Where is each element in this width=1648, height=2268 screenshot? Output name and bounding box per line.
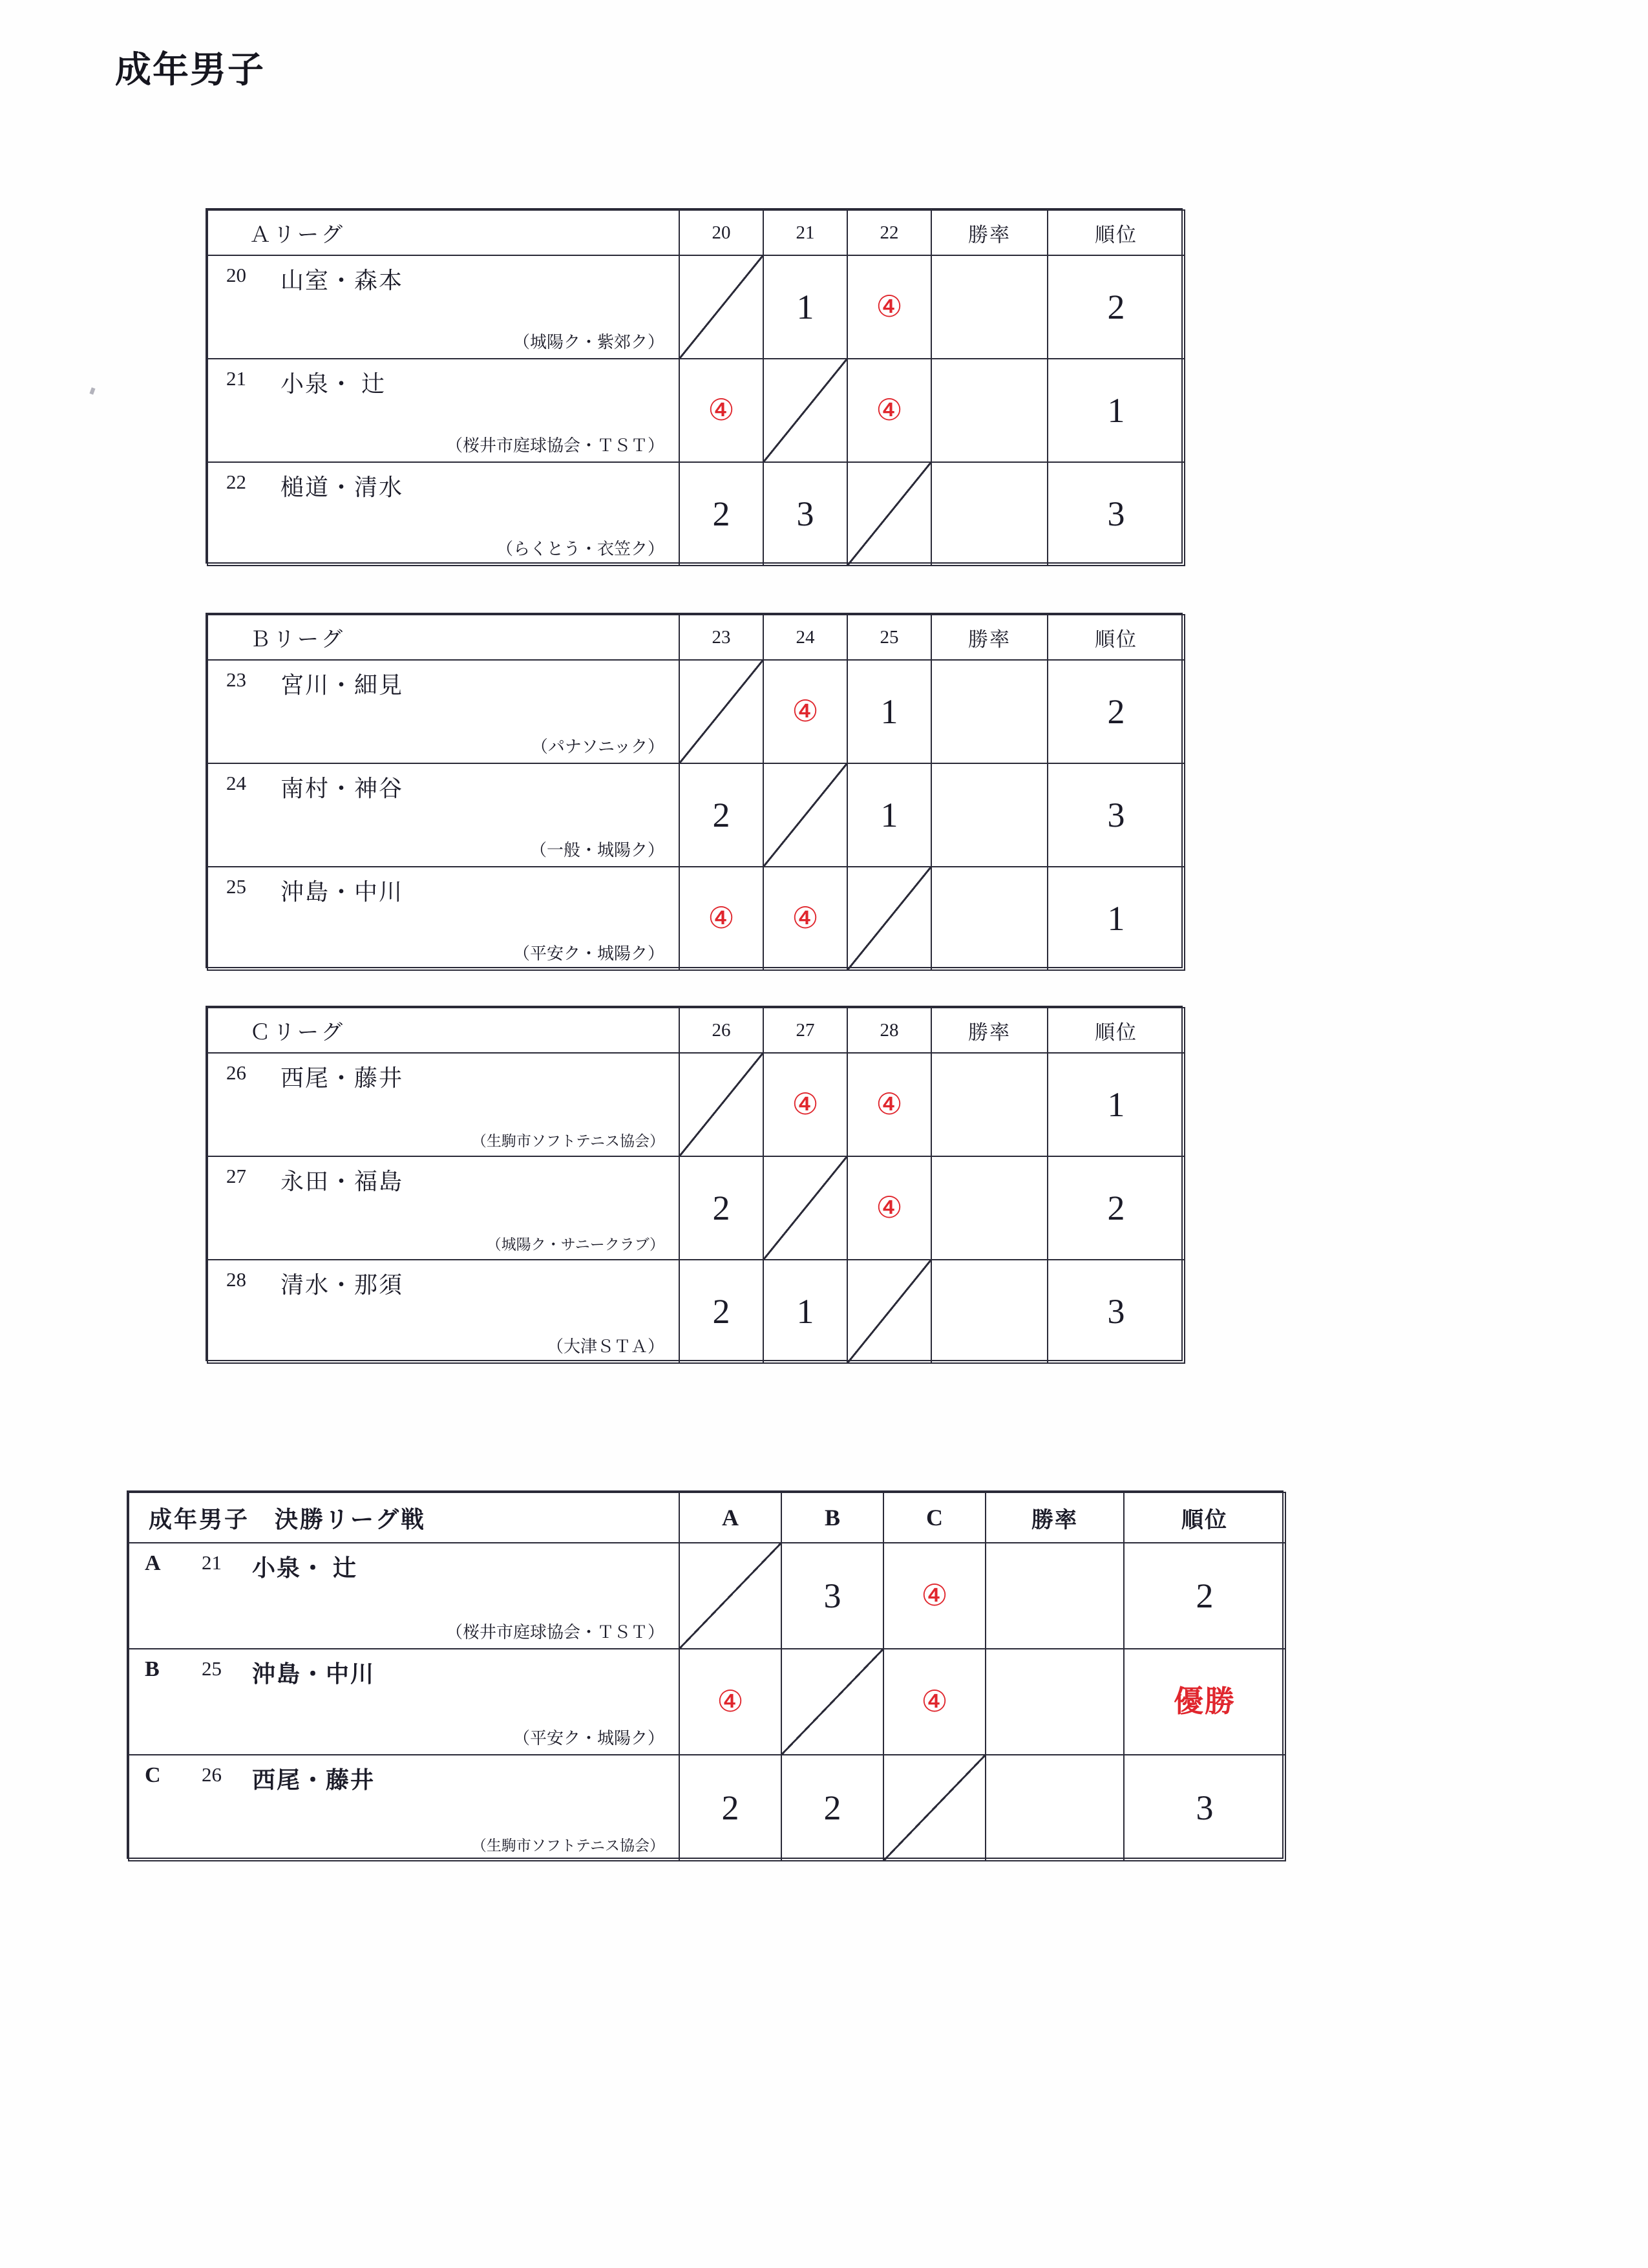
team-number: 28 bbox=[226, 1268, 246, 1291]
team-cell bbox=[207, 763, 679, 867]
winrate-cell bbox=[931, 763, 1048, 867]
score-cell bbox=[883, 1543, 986, 1649]
score-value: 1 bbox=[880, 692, 898, 731]
score-cell bbox=[847, 660, 931, 763]
score-cell bbox=[763, 462, 847, 566]
table-row bbox=[129, 1543, 1285, 1649]
self-cell bbox=[679, 255, 763, 359]
col-header-22: 22 bbox=[847, 210, 931, 255]
team-club: （パナソニック） bbox=[531, 737, 664, 756]
score-value: ④ bbox=[921, 1685, 948, 1718]
team-cell bbox=[207, 462, 679, 566]
team-club: （城陽ク・サニークラブ） bbox=[486, 1236, 664, 1253]
team-cell bbox=[207, 1260, 679, 1363]
score-value: 2 bbox=[721, 1788, 739, 1827]
team-cell bbox=[207, 660, 679, 763]
team-name: 沖島・中川 bbox=[280, 879, 404, 905]
winrate-cell bbox=[931, 1260, 1048, 1363]
rank-value: 3 bbox=[1196, 1788, 1214, 1827]
team-name: 宮川・細見 bbox=[280, 672, 404, 698]
team-club: （大津ＳＴＡ） bbox=[546, 1337, 664, 1356]
winrate-cell bbox=[931, 1156, 1048, 1260]
score-cell bbox=[781, 1543, 883, 1649]
league-title: Ａリーグ bbox=[207, 210, 679, 255]
self-cell bbox=[847, 867, 931, 970]
score-value: ④ bbox=[876, 1191, 903, 1224]
score-value: ④ bbox=[792, 902, 819, 935]
table-row bbox=[207, 763, 1185, 867]
rank-cell bbox=[1048, 867, 1185, 970]
rank-value: 3 bbox=[1107, 796, 1125, 834]
col-header-winrate: 勝率 bbox=[931, 1008, 1048, 1053]
col-header-a: A bbox=[679, 1492, 781, 1543]
score-value: 2 bbox=[823, 1788, 841, 1827]
score-value: ④ bbox=[921, 1579, 948, 1612]
table-header-row bbox=[207, 210, 1185, 255]
winrate-cell bbox=[986, 1755, 1124, 1861]
team-number: 25 bbox=[202, 1657, 222, 1680]
team-cell bbox=[207, 867, 679, 970]
rank-value: 2 bbox=[1196, 1576, 1214, 1615]
self-cell bbox=[847, 462, 931, 566]
col-header-winrate: 勝率 bbox=[986, 1492, 1124, 1543]
rank-cell bbox=[1124, 1755, 1285, 1861]
score-value: 2 bbox=[712, 1189, 730, 1227]
score-value: ④ bbox=[717, 1685, 744, 1718]
team-club: （平安ク・城陽ク） bbox=[512, 1729, 664, 1748]
team-club: （生駒市ソフトテニス協会） bbox=[471, 1133, 664, 1149]
score-cell bbox=[847, 763, 931, 867]
table-row bbox=[207, 1156, 1185, 1260]
self-cell bbox=[763, 1156, 847, 1260]
score-cell bbox=[847, 1156, 931, 1260]
score-cell bbox=[679, 763, 763, 867]
score-value: ④ bbox=[708, 902, 735, 935]
rank-cell bbox=[1048, 359, 1185, 462]
team-cell bbox=[129, 1649, 679, 1755]
rank-cell bbox=[1048, 255, 1185, 359]
winrate-cell bbox=[931, 255, 1048, 359]
rank-cell bbox=[1048, 1053, 1185, 1156]
team-name: 沖島・中川 bbox=[252, 1661, 375, 1687]
self-cell bbox=[679, 1543, 781, 1649]
col-header-27: 27 bbox=[763, 1008, 847, 1053]
rank-value: 1 bbox=[1107, 391, 1125, 430]
rank-value: 2 bbox=[1107, 692, 1125, 731]
rank-cell bbox=[1048, 462, 1185, 566]
team-name: 清水・那須 bbox=[280, 1272, 404, 1298]
rank-value: 1 bbox=[1107, 899, 1125, 938]
table-row bbox=[207, 255, 1185, 359]
self-cell bbox=[679, 660, 763, 763]
score-value: ④ bbox=[792, 695, 819, 728]
score-value: 1 bbox=[796, 288, 814, 326]
team-cell bbox=[207, 359, 679, 462]
table-row bbox=[207, 359, 1185, 462]
team-cell bbox=[207, 1053, 679, 1156]
rank-value: 2 bbox=[1107, 288, 1125, 326]
league-table-c bbox=[206, 1006, 1183, 1361]
team-letter: C bbox=[145, 1763, 161, 1787]
score-cell bbox=[679, 359, 763, 462]
team-number: 21 bbox=[226, 367, 246, 390]
col-header-b: B bbox=[781, 1492, 883, 1543]
score-cell bbox=[763, 1260, 847, 1363]
self-cell bbox=[781, 1649, 883, 1755]
team-letter: B bbox=[145, 1657, 160, 1681]
team-cell bbox=[207, 1156, 679, 1260]
score-cell bbox=[763, 660, 847, 763]
team-club: （桜井市庭球協会・ＴＳＴ） bbox=[445, 436, 664, 455]
rank-value: 3 bbox=[1107, 494, 1125, 533]
team-name: 槌道・清水 bbox=[280, 474, 404, 500]
self-cell bbox=[883, 1755, 986, 1861]
col-header-rank: 順位 bbox=[1048, 210, 1185, 255]
score-cell bbox=[847, 1053, 931, 1156]
col-header-25: 25 bbox=[847, 615, 931, 660]
self-cell bbox=[679, 1053, 763, 1156]
col-header-26: 26 bbox=[679, 1008, 763, 1053]
score-cell bbox=[679, 462, 763, 566]
team-number: 27 bbox=[226, 1165, 246, 1187]
score-value: 1 bbox=[796, 1292, 814, 1331]
score-cell bbox=[763, 867, 847, 970]
score-value: 2 bbox=[712, 796, 730, 834]
score-value: 3 bbox=[796, 494, 814, 533]
team-name: 西尾・藤井 bbox=[252, 1767, 375, 1793]
team-cell bbox=[129, 1543, 679, 1649]
page-title: 成年男子 bbox=[115, 50, 265, 90]
score-value: ④ bbox=[876, 1088, 903, 1121]
score-cell bbox=[763, 1053, 847, 1156]
winrate-cell bbox=[931, 359, 1048, 462]
league-table-b bbox=[206, 613, 1183, 968]
champion-badge: 優勝 bbox=[1174, 1685, 1236, 1718]
final-league-table bbox=[127, 1490, 1284, 1859]
score-cell bbox=[763, 255, 847, 359]
score-cell bbox=[847, 359, 931, 462]
winrate-cell bbox=[931, 867, 1048, 970]
winrate-cell bbox=[986, 1543, 1124, 1649]
rank-cell bbox=[1048, 660, 1185, 763]
rank-cell bbox=[1124, 1543, 1285, 1649]
score-value: ④ bbox=[708, 394, 735, 427]
score-value: 2 bbox=[712, 1292, 730, 1331]
col-header-28: 28 bbox=[847, 1008, 931, 1053]
team-club: （桜井市庭球協会・ＴＳＴ） bbox=[445, 1623, 664, 1642]
team-club: （城陽ク・紫郊ク） bbox=[512, 333, 664, 352]
col-header-rank: 順位 bbox=[1048, 1008, 1185, 1053]
score-cell bbox=[847, 255, 931, 359]
score-value: ④ bbox=[876, 290, 903, 323]
winrate-cell bbox=[931, 1053, 1048, 1156]
score-cell bbox=[679, 1156, 763, 1260]
team-number: 23 bbox=[226, 668, 246, 691]
self-cell bbox=[763, 359, 847, 462]
team-number: 20 bbox=[226, 264, 246, 286]
team-name: 南村・神谷 bbox=[280, 776, 404, 801]
col-header-winrate: 勝率 bbox=[931, 210, 1048, 255]
scan-artifact bbox=[89, 387, 95, 394]
score-cell bbox=[883, 1649, 986, 1755]
score-value: ④ bbox=[876, 394, 903, 427]
score-value: ④ bbox=[792, 1088, 819, 1121]
winrate-cell bbox=[986, 1649, 1124, 1755]
team-number: 25 bbox=[226, 875, 246, 898]
table-header-row bbox=[207, 615, 1185, 660]
col-header-winrate: 勝率 bbox=[931, 615, 1048, 660]
team-cell bbox=[129, 1755, 679, 1861]
table-row bbox=[207, 1053, 1185, 1156]
rank-cell bbox=[1048, 1260, 1185, 1363]
table-row bbox=[129, 1649, 1285, 1755]
score-cell bbox=[781, 1755, 883, 1861]
rank-value: 3 bbox=[1107, 1292, 1125, 1331]
team-club: （生駒市ソフトテニス協会） bbox=[471, 1838, 664, 1854]
rank-cell bbox=[1048, 1156, 1185, 1260]
table-row bbox=[207, 1260, 1185, 1363]
rank-cell bbox=[1124, 1649, 1285, 1755]
final-league-title: 成年男子 決勝リーグ戦 bbox=[129, 1492, 679, 1543]
score-value: 3 bbox=[823, 1576, 841, 1615]
col-header-20: 20 bbox=[679, 210, 763, 255]
col-header-c: C bbox=[883, 1492, 986, 1543]
team-name: 永田・福島 bbox=[280, 1169, 404, 1194]
table-row bbox=[207, 660, 1185, 763]
team-club: （平安ク・城陽ク） bbox=[512, 944, 664, 963]
score-cell bbox=[679, 867, 763, 970]
team-number: 22 bbox=[226, 471, 246, 493]
team-number: 26 bbox=[226, 1061, 246, 1084]
league-title: Ｂリーグ bbox=[207, 615, 679, 660]
league-table-a bbox=[206, 208, 1183, 564]
league-title: Ｃリーグ bbox=[207, 1008, 679, 1053]
team-club: （らくとう・衣笠ク） bbox=[496, 540, 664, 558]
table-row bbox=[129, 1755, 1285, 1861]
col-header-24: 24 bbox=[763, 615, 847, 660]
winrate-cell bbox=[931, 462, 1048, 566]
score-cell bbox=[679, 1260, 763, 1363]
team-name: 小泉・ 辻 bbox=[252, 1555, 358, 1581]
winrate-cell bbox=[931, 660, 1048, 763]
table-header-row bbox=[207, 1008, 1185, 1053]
col-header-rank: 順位 bbox=[1124, 1492, 1285, 1543]
score-value: 1 bbox=[880, 796, 898, 834]
col-header-rank: 順位 bbox=[1048, 615, 1185, 660]
score-cell bbox=[679, 1649, 781, 1755]
self-cell bbox=[847, 1260, 931, 1363]
team-number: 26 bbox=[202, 1763, 222, 1786]
col-header-23: 23 bbox=[679, 615, 763, 660]
team-number: 24 bbox=[226, 772, 246, 794]
team-name: 西尾・藤井 bbox=[280, 1065, 404, 1091]
table-row bbox=[207, 462, 1185, 566]
col-header-21: 21 bbox=[763, 210, 847, 255]
self-cell bbox=[763, 763, 847, 867]
team-letter: A bbox=[145, 1551, 161, 1575]
table-header-row bbox=[129, 1492, 1285, 1543]
rank-value: 1 bbox=[1107, 1085, 1125, 1124]
team-number: 21 bbox=[202, 1551, 222, 1574]
team-name: 小泉・ 辻 bbox=[280, 371, 386, 397]
rank-cell bbox=[1048, 763, 1185, 867]
score-cell bbox=[679, 1755, 781, 1861]
team-cell bbox=[207, 255, 679, 359]
team-name: 山室・森本 bbox=[280, 268, 404, 293]
rank-value: 2 bbox=[1107, 1189, 1125, 1227]
table-row bbox=[207, 867, 1185, 970]
score-value: 2 bbox=[712, 494, 730, 533]
team-club: （一般・城陽ク） bbox=[529, 841, 664, 860]
